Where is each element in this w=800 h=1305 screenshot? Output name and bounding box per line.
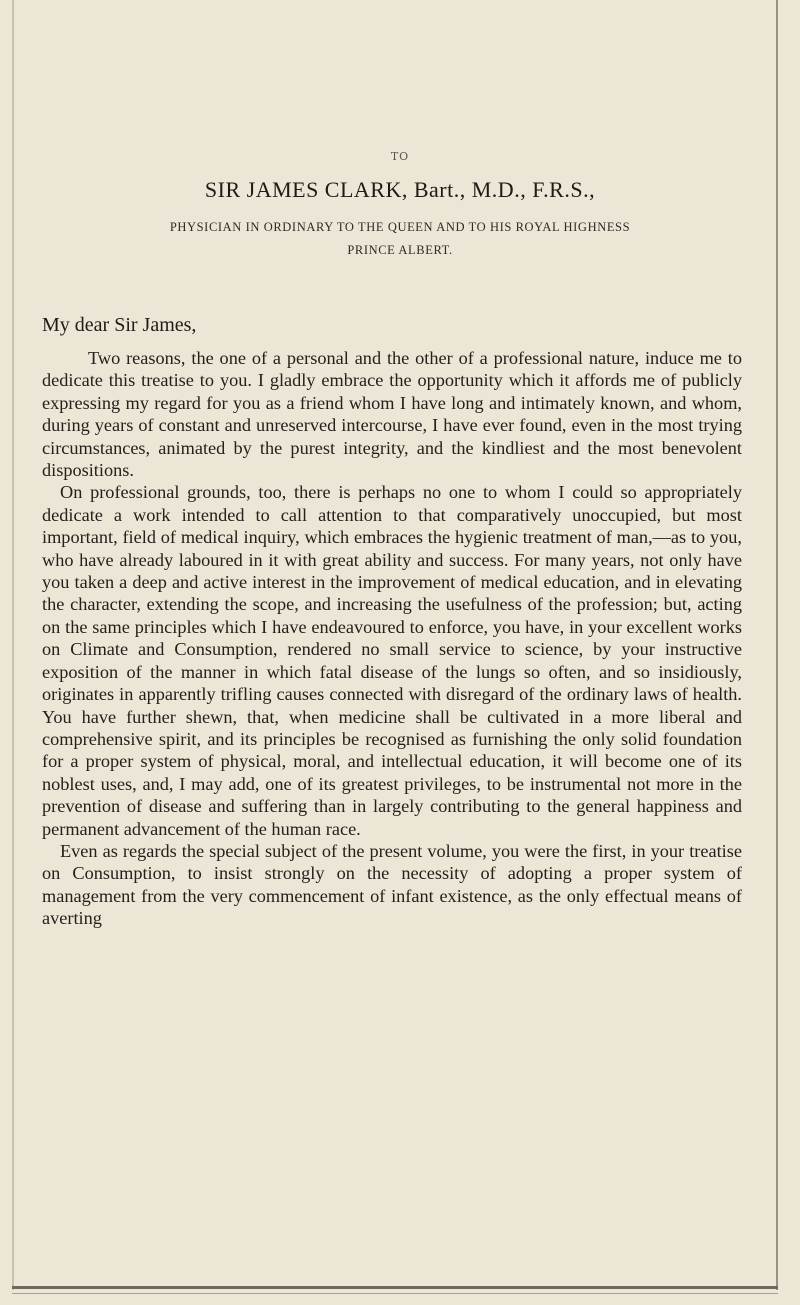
dedicatee-name: SIR JAMES CLARK, Bart., M.D., F.R.S., bbox=[204, 177, 596, 202]
dedicatee-office-line-1: PHYSICIAN IN ORDINARY TO THE QUEEN AND TO HIS ROYAL HIGHNESS bbox=[169, 220, 631, 234]
paragraph-special-subject: Even as regards the special subject of the present volume, you were the first, in your treatise on Consumption, to insist strongly on the necessity of adopting a proper system of management from the very commencement of infant existence, as the only effectual means of averting bbox=[42, 840, 742, 929]
dedicatee-office-line-2: PRINCE ALBERT. bbox=[347, 243, 453, 257]
letter-body bbox=[42, 347, 742, 930]
page-bottom-rule bbox=[12, 1293, 778, 1294]
page-bottom-edge bbox=[12, 1286, 778, 1289]
letter-salutation: My dear Sir James, bbox=[42, 314, 197, 336]
paragraph-professional: On professional grounds, too, there is perhaps no one to whom I could so appropriately dedicate a work intended to call attention to that comparatively unoccupied, but most important, field of medical inquiry, which embraces the hygienic treatment of man,—as to you, who have already laboured in it with great ability and success. For many years, not only have you taken a deep and active interest in the improvement of medical education, and in elevating the character, extending the scope, and increasing the usefulness of the profession; but, acting on the same principles which I have endeavoured to enforce, you have, in your excellent works on Climate and Consumption, rendered no small service to science, by your instructive exposition of the manner in which fatal disease of the lungs so often, and so insidiously, originates in apparently trifling causes connected with disregard of the ordinary laws of health. You have further shewn, that, when medicine shall be cultivated in a more liberal and comprehensive spirit, and its principles be recognised as furnishing the only solid foundation for a proper system of physical, moral, and intellectual education, it will become one of its noblest uses, and, I may add, one of its greatest privileges, to be instrumental not more in the prevention of disease and suffering than in largely contributing to the general happiness and permanent advancement of the human race. bbox=[42, 482, 742, 839]
dedication-to: TO bbox=[390, 150, 410, 163]
paragraph-personal: Two reasons, the one of a personal and the other of a professional nature, induce me to dedicate this treatise to you. I gladly embrace the opportunity which it affords me of publicly expressing my regard for you as a friend whom I have long and intimately known, and whom, during years of constant and unreserved intercourse, I have ever found, even in the most trying circumstances, animated by the purest integrity, and the kindliest and the most benevolent dispositions. bbox=[42, 348, 742, 481]
